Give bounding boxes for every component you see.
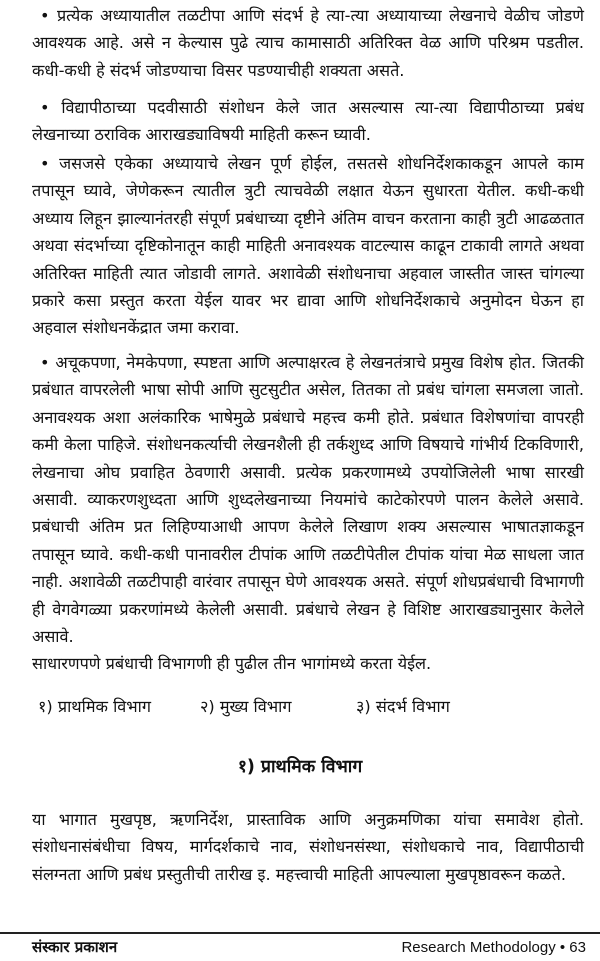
section-heading: १) प्राथमिक विभाग: [237, 757, 363, 777]
bullet-paragraph: [32, 150, 584, 342]
footer-divider: [0, 932, 600, 934]
paragraph-text: अचूकपणा, नेमकेपणा, स्पष्टता आणि अल्पाक्षरत्व हे लेखनतंत्राचे प्रमुख विशेष होत. जितकी प्रबंधात वापरलेली भाषा सोपी आणि सुटसुटीत असेल, तितका तो प्रबंध चांगला समजला जातो. अनावश्यक अशा अलंकारिक भाषेमुळे प्रबंधाचे महत्त्व कमी होते. प्रबंधात विशेषणांचा वापरही कमी केला पाहिजे. संशोधनकर्त्याची लेखनशैली ही तर्कशुध्द आणि विषयाचे गांभीर्य टिकविणारी, लेखनाचा ओघ प्रवाहित ठेवणारी असावी. प्रत्येक प्रकरणामध्ये उपयोजिलेली भाषा सारखी असावी. व्याकरणशुध्दता आणि शुध्दलेखनाच्या नियमांचे काटेकोरपणे पालन केलेले असावे. प्रबंधाची अंतिम प्रत लिहिण्याआधी आपण केलेले लिखाण शक्य असल्यास भाषातज्ञाकडून तपासून घ्यावे. कधी-कधी पानावरील टीपांक आणि तळटीपेतील टीपांक यांचा मेळ साधला जात नाही. अशावेळी तळटीपाही वारंवार तपासून घेणे आवश्यक असते. संपूर्ण शोधप्रबंधाची विभागणी ही वेगवेगळ्या प्रकरणांमध्ये केलेली असावी. प्रबंधाचे लेखन हे विशिष्ट आराखड्यानुसार केलेले असावे.: [32, 353, 585, 647]
section-paragraph: या भागात मुखपृष्ठ, ऋणनिर्देश, प्रास्ताविक आणि अनुक्रमणिका यांचा समावेश होतो. संशोधनासंबंधीचा विषय, मार्गदर्शकाचे नाव, संशोधनसंस्था, संशोधकाचे नाव, विद्यापीठाची संलग्नता आणि प्रबंध प्रस्तुतीची तारीख इ. महत्त्वाची माहिती आपल्याला मुखपृष्ठावरून कळते.: [32, 810, 584, 884]
division-item-main: २) मुख्य विभाग: [200, 697, 292, 716]
bullet-paragraph: [32, 2, 584, 84]
bullet-marker: •: [40, 353, 50, 372]
bullet-marker: •: [40, 154, 50, 173]
bullet-paragraph: [32, 349, 584, 650]
bullet-marker: •: [40, 98, 50, 117]
division-item-reference: ३) संदर्भ विभाग: [356, 697, 450, 716]
footer-book-title-page-number: Research Methodology • 63: [401, 939, 586, 956]
paragraph-text: प्रत्येक अध्यायातील तळटीपा आणि संदर्भ हे त्या-त्या अध्यायाच्या लेखनाचे वेळीच जोडणे आवश्यक आहे. असे न केल्यास पुढे त्याच कामासाठी अतिरिक्त वेळ आणि परिश्रम पडतील. कधी-कधी हे संदर्भ जोडण्याचा विसर पडण्याचीही शक्यता असते.: [32, 6, 584, 80]
division-intro: साधारणपणे प्रबंधाची विभागणी ही पुढील तीन भागांमध्ये करता येईल.: [32, 654, 432, 673]
bullet-marker: •: [40, 6, 50, 25]
bullet-paragraph: [32, 94, 584, 149]
division-item-primary: १) प्राथमिक विभाग: [38, 697, 151, 716]
paragraph-text: विद्यापीठाच्या पदवीसाठी संशोधन केले जात असल्यास त्या-त्या विद्यापीठाच्या प्रबंध लेखनाच्या ठराविक आराखड्याविषयी माहिती करून घ्यावी.: [32, 98, 584, 145]
paragraph-text: जसजसे एकेका अध्यायाचे लेखन पूर्ण होईल, तसतसे शोधनिर्देशकाकडून आपले काम तपासून घ्यावे, जेणेकरून त्यातील त्रुटी त्याचवेळी लक्षात येऊन सुधारता येतील. कधी-कधी अध्याय लिहून झाल्यानंतरही संपूर्ण प्रबंधाच्या दृष्टीने अंतिम वाचन करताना काही त्रुटी आढळतात अथवा संदर्भाच्या दृष्टिकोनातून काही माहिती अनावश्यक वाटल्यास काढून टाकावी लागते अथवा अतिरिक्त माहिती त्यात जोडावी लागते. अशावेळी संशोधनाचा अहवाल जास्तीत जास्त चांगल्या प्रकारे कसा प्रस्तुत करता येईल यावर भर द्यावा आणि शोधनिर्देशकाचे अनुमोदन घेऊन हा अहवाल संशोधनकेंद्रात जमा करावा.: [32, 154, 584, 338]
footer-publisher: संस्कार प्रकाशन: [32, 938, 118, 956]
